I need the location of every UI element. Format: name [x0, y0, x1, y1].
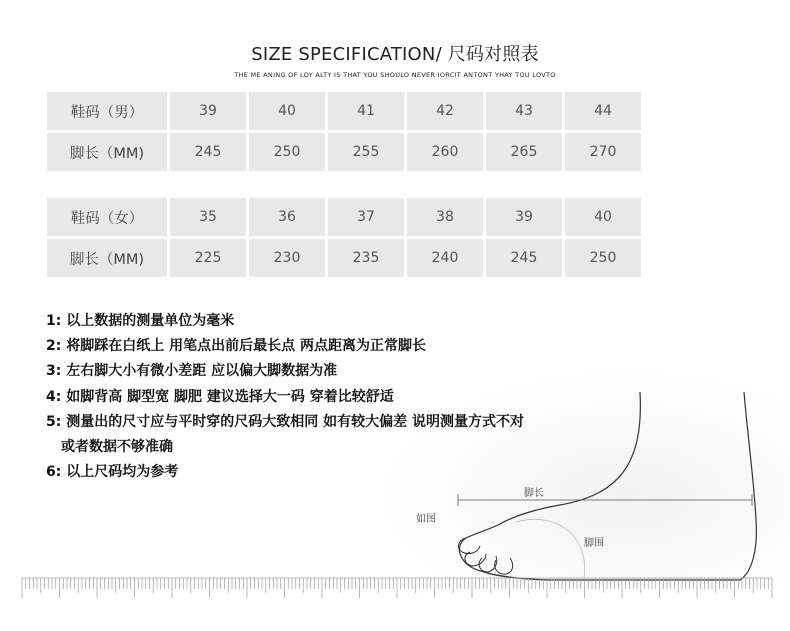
women-size-cell: 38 — [407, 198, 483, 236]
women-length-cell: 230 — [249, 239, 325, 277]
men-size-cell: 44 — [565, 92, 641, 130]
note-item: 2: 将脚踩在白纸上 用笔点出前后最长点 两点距离为正常脚长 — [46, 338, 426, 354]
men-size-label: 鞋码（男） — [47, 92, 167, 130]
foot-length-label: 脚长 — [524, 488, 544, 499]
women-size-cell: 36 — [249, 198, 325, 236]
men-size-cell: 41 — [328, 92, 404, 130]
women-length-cell: 225 — [170, 239, 246, 277]
ruler — [0, 570, 790, 600]
men-length-cell: 250 — [249, 133, 325, 171]
men-length-cell: 270 — [565, 133, 641, 171]
note-item: 5: 测量出的尺寸应与平时穿的尺码大致相同 如有较大偏差 说明测量方式不对 — [46, 414, 524, 430]
women-length-cell: 250 — [565, 239, 641, 277]
example-label: 如图 — [416, 514, 436, 525]
men-length-label: 脚长（MM) — [47, 133, 167, 171]
men-size-cell: 43 — [486, 92, 562, 130]
women-size-cell: 37 — [328, 198, 404, 236]
women-length-cell: 235 — [328, 239, 404, 277]
men-size-cell: 42 — [407, 92, 483, 130]
women-size-cell: 35 — [170, 198, 246, 236]
women-length-label: 脚长（MM) — [47, 239, 167, 277]
men-length-cell: 245 — [170, 133, 246, 171]
men-size-cell: 39 — [170, 92, 246, 130]
page-title: SIZE SPECIFICATION/ 尺码对照表 — [251, 44, 539, 65]
women-length-cell: 245 — [486, 239, 562, 277]
note-item: 6: 以上尺码均为参考 — [46, 464, 179, 480]
men-length-cell: 260 — [407, 133, 483, 171]
note-item-continued: 或者数据不够准确 — [61, 439, 173, 455]
women-length-cell: 240 — [407, 239, 483, 277]
foot-circumference-label: 脚围 — [584, 538, 604, 549]
men-size-cell: 40 — [249, 92, 325, 130]
women-size-cell: 40 — [565, 198, 641, 236]
note-item: 4: 如脚背高 脚型宽 脚肥 建议选择大一码 穿着比较舒适 — [46, 389, 394, 405]
men-length-cell: 265 — [486, 133, 562, 171]
page-subtitle: THE ME ANING OF LOY ALTY IS THAT YOU SHOULO NEVER IORCIT ANTONT YHAY TOU LOVTO — [234, 71, 556, 79]
note-item: 1: 以上数据的测量单位为毫米 — [46, 313, 235, 329]
note-item: 3: 左右脚大小有微小差距 应以偏大脚数据为准 — [46, 363, 338, 379]
women-size-cell: 39 — [486, 198, 562, 236]
women-size-label: 鞋码（女） — [47, 198, 167, 236]
men-length-cell: 255 — [328, 133, 404, 171]
